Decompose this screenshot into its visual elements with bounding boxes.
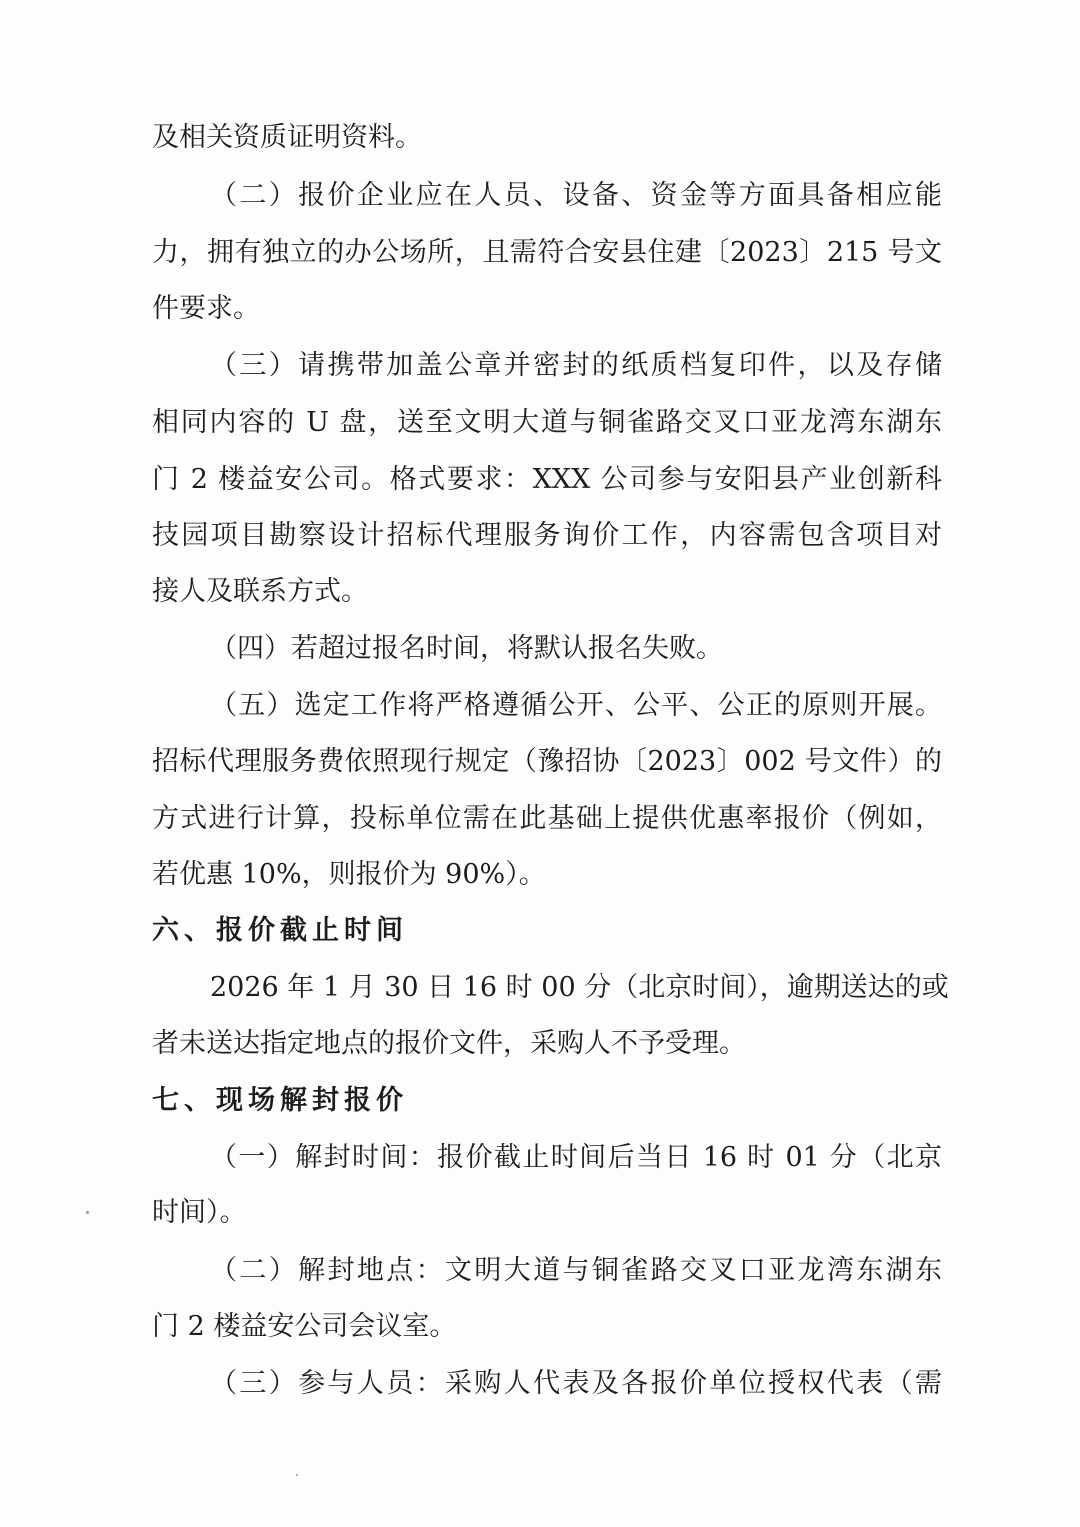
text-line: 技园项目勘察设计招标代理服务询价工作，内容需包含项目对 xyxy=(152,520,942,551)
text-line: 件要求。 xyxy=(152,293,260,324)
text-line: （三）请携带加盖公章并密封的纸质档复印件，以及存储 xyxy=(210,350,942,381)
text-line: （五）选定工作将严格遵循公开、公平、公正的原则开展。 xyxy=(210,690,942,721)
text-line: （四）若超过报名时间，将默认报名失败。 xyxy=(210,633,723,664)
text-line: 方式进行计算，投标单位需在此基础上提供优惠率报价（例如， xyxy=(152,803,942,834)
section-heading: 六、报价截止时间 xyxy=(152,915,408,946)
text-line: （一）解封时间：报价截止时间后当日 16 时 01 分（北京 xyxy=(210,1142,942,1173)
text-line: 若优惠 10%，则报价为 90%）。 xyxy=(152,859,546,890)
text-line: 2026 年 1 月 30 日 16 时 00 分（北京时间），逾期送达的或 xyxy=(210,972,949,1003)
text-line: （二）报价企业应在人员、设备、资金等方面具备相应能 xyxy=(210,180,942,211)
text-line: 力，拥有独立的办公场所，且需符合安县住建〔2023〕215 号文 xyxy=(152,237,942,268)
text-line: 相同内容的 U 盘，送至文明大道与铜雀路交叉口亚龙湾东湖东 xyxy=(152,407,942,438)
text-line: 者未送达指定地点的报价文件，采购人不予受理。 xyxy=(152,1028,746,1059)
scan-speck xyxy=(86,1211,89,1214)
text-line: （二）解封地点：文明大道与铜雀路交叉口亚龙湾东湖东 xyxy=(210,1255,942,1286)
section-heading: 七、现场解封报价 xyxy=(152,1085,408,1116)
scan-speck xyxy=(296,1474,298,1476)
text-line: 接人及联系方式。 xyxy=(152,576,368,607)
text-line: 时间）。 xyxy=(152,1197,247,1228)
text-line: （三）参与人员：采购人代表及各报价单位授权代表（需 xyxy=(210,1368,942,1399)
text-line: 招标代理服务费依照现行规定（豫招协〔2023〕002 号文件）的 xyxy=(152,746,942,777)
text-line: 门 2 楼益安公司会议室。 xyxy=(152,1311,457,1342)
text-line: 门 2 楼益安公司。格式要求：XXX 公司参与安阳县产业创新科 xyxy=(152,464,942,495)
text-line: 及相关资质证明资料。 xyxy=(152,122,422,153)
